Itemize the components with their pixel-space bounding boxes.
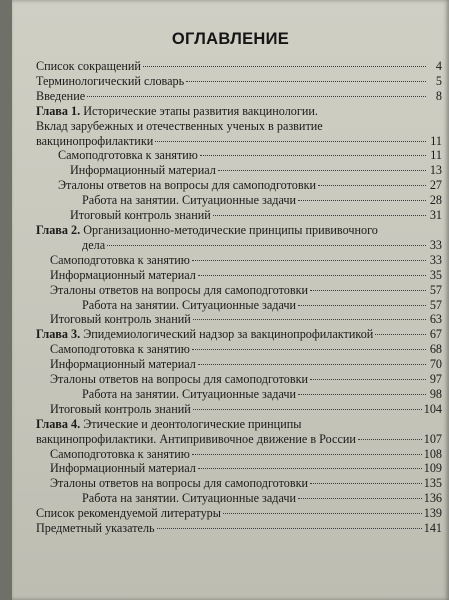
dot-leader [213,214,426,216]
dot-leader [218,169,426,171]
page-number: 107 [423,431,442,446]
toc-entry-text: вакцинопрофилактики. Антипрививочное движение в России [36,431,356,446]
toc-entry-title [36,89,85,104]
toc-entry-text: Самоподготовка к занятию [50,252,190,267]
toc-entry-text: Работа на занятии. Ситуационные задачи [82,193,297,208]
dot-leader [310,289,426,291]
dot-leader [198,467,422,469]
page-number: 98 [429,386,442,401]
page-number: 35 [429,267,442,282]
toc-entry-text: Работа на занятии. Ситуационные задачи [82,297,297,312]
toc-entry [36,342,442,357]
page-number: 13 [429,163,442,178]
toc-entry [36,148,442,163]
dot-leader [310,482,422,484]
toc-entry-text: Терминологический словарь [36,73,185,88]
toc-entry-text: Самоподготовка к занятию [58,148,198,163]
toc-entry [36,506,442,521]
toc-entry-text: Список рекомендуемой литературы [36,506,221,521]
page-number: 63 [429,312,442,327]
toc-entry [36,283,442,298]
toc-entry-title [82,491,296,506]
toc-entry [36,223,442,238]
toc-entry-text: Список сокращений [36,59,141,73]
dot-leader [192,348,426,350]
toc-entry-title [36,119,323,133]
toc-entry-title [36,74,184,89]
toc-entry [36,193,442,208]
toc-entry [36,119,442,134]
dot-leader [358,438,422,440]
page-title: ОГЛАВЛЕНИЕ [171,30,290,48]
page-number: 31 [429,208,442,223]
toc-entry-text: Итоговый контроль знаний [50,401,191,416]
dot-leader [298,199,426,201]
toc-entry [36,491,442,506]
chapter-number: Глава 2. [36,222,81,237]
toc-entry [36,432,442,447]
toc-entry-title [36,104,318,118]
toc-entry-title [50,372,308,387]
toc-entry-text: Работа на занятии. Ситуационные задачи [82,491,297,506]
toc-entry [36,238,442,253]
dot-leader [87,95,426,97]
toc-entry-title [58,178,316,193]
page-number: 33 [429,252,442,267]
toc-entry [36,104,442,119]
dot-leader [157,527,422,529]
toc-entry [36,372,442,387]
toc-entry [36,476,442,491]
toc-entry-title [50,268,196,283]
dot-leader [200,154,426,156]
toc-entry [36,89,442,104]
toc-entry-text: Самоподготовка к занятию [50,342,190,357]
toc-entry-text: Итоговый контроль знаний [50,312,191,327]
page-number: 135 [423,476,442,491]
dot-leader [193,318,426,320]
toc-entry-title [70,208,211,223]
toc-entry-title [82,238,105,253]
dot-leader [223,512,422,514]
page-number: 139 [423,506,442,521]
table-of-contents [36,59,442,536]
toc-entry-text: Введение [36,88,86,103]
toc-entry-title [50,312,191,327]
toc-entry [36,74,442,89]
dot-leader [193,408,422,410]
page-number: 104 [423,401,442,416]
toc-entry [36,447,442,462]
toc-entry-title [36,223,378,237]
dot-leader [192,259,426,261]
toc-entry-text: Информационный материал [50,267,196,282]
page-number: 57 [429,282,442,297]
toc-entry-title [36,134,153,149]
toc-entry-title [50,402,191,417]
toc-entry-text: Эталоны ответов на вопросы для самоподготовки [50,372,309,387]
toc-entry-title [50,283,308,298]
dot-leader [298,497,422,499]
toc-entry-title [36,432,356,447]
toc-entry [36,387,442,402]
toc-entry-title [82,298,296,313]
toc-entry-title [58,148,198,163]
page-number: 57 [429,297,442,312]
toc-entry [36,253,442,268]
page-number: 4 [435,59,442,73]
toc-entry-title [36,327,373,342]
page-number: 11 [430,148,442,163]
page-number: 108 [423,446,442,461]
toc-entry-text: Эпидемиологический надзор за вакцинопрофилактикой [80,327,374,342]
page-number: 68 [429,342,442,357]
chapter-number: Глава 4. [36,416,81,431]
toc-entry [36,327,442,342]
toc-entry [36,163,442,178]
chapter-number: Глава 1. [36,103,81,118]
toc-entry-text: Этические и деонтологические принципы [80,416,302,431]
toc-entry-title [50,461,196,476]
page-number: 70 [429,357,442,372]
toc-entry-text: Информационный материал [70,163,216,178]
page-number: 28 [429,193,442,208]
toc-entry-text: Эталоны ответов на вопросы для самоподготовки [58,178,317,193]
page-number: 33 [429,237,442,252]
chapter-number: Глава 3. [36,327,81,342]
dot-leader [198,363,426,365]
toc-entry-title [50,253,190,268]
toc-entry-text: Эталоны ответов на вопросы для самоподготовки [50,282,309,297]
toc-entry-text: Эталоны ответов на вопросы для самоподготовки [50,476,309,491]
toc-entry-text: Организационно-методические принципы прививочного [80,222,378,237]
page-number: 27 [429,178,442,193]
toc-entry [36,208,442,223]
page-number: 141 [423,521,442,536]
dot-leader [318,184,426,186]
toc-entry-text: Исторические этапы развития вакцинологии. [80,103,318,118]
toc-entry-title [50,476,308,491]
toc-entry-title [36,59,141,74]
toc-entry [36,461,442,476]
toc-entry-text: Вклад зарубежных и отечественных ученых в развитие [36,118,323,133]
toc-entry-title [82,193,296,208]
toc-entry-text: Информационный материал [50,357,196,372]
page-number: 97 [429,372,442,387]
toc-entry-text: дела [82,237,106,252]
book-page [12,0,449,600]
toc-entry-text: Итоговый контроль знаний [70,208,211,223]
dot-leader [107,244,426,246]
dot-leader [375,333,426,335]
page-number: 109 [423,461,442,476]
dot-leader [298,393,426,395]
page-number: 67 [429,327,442,342]
toc-entry [36,312,442,327]
toc-entry [36,134,442,149]
toc-entry [36,268,442,283]
page-number: 11 [430,133,442,148]
toc-entry-title [36,506,221,521]
toc-entry-text: Информационный материал [50,461,196,476]
page-number: 5 [435,73,442,88]
toc-entry [36,357,442,372]
toc-entry-title [50,357,196,372]
toc-entry-title [50,342,190,357]
dot-leader [198,274,426,276]
page-number: 136 [423,491,442,506]
toc-entry-text: Самоподготовка к занятию [50,446,190,461]
toc-entry [36,402,442,417]
page-number: 8 [435,88,442,103]
toc-entry [36,298,442,313]
toc-entry-title [36,521,155,536]
toc-entry-title [50,447,190,462]
toc-entry-text: Работа на занятии. Ситуационные задачи [82,386,297,401]
toc-entry [36,521,442,536]
dot-leader [192,453,422,455]
toc-entry-text: вакцинопрофилактики [36,133,154,148]
toc-entry [36,417,442,432]
dot-leader [298,304,426,306]
toc-entry [36,59,442,74]
toc-entry-title [82,387,296,402]
dot-leader [143,65,426,67]
dot-leader [186,80,426,82]
toc-entry-title [70,163,216,178]
toc-entry-text: Предметный указатель [36,521,155,536]
toc-entry-title [36,417,301,431]
dot-leader [310,378,426,380]
dot-leader [155,140,426,142]
toc-entry [36,178,442,193]
